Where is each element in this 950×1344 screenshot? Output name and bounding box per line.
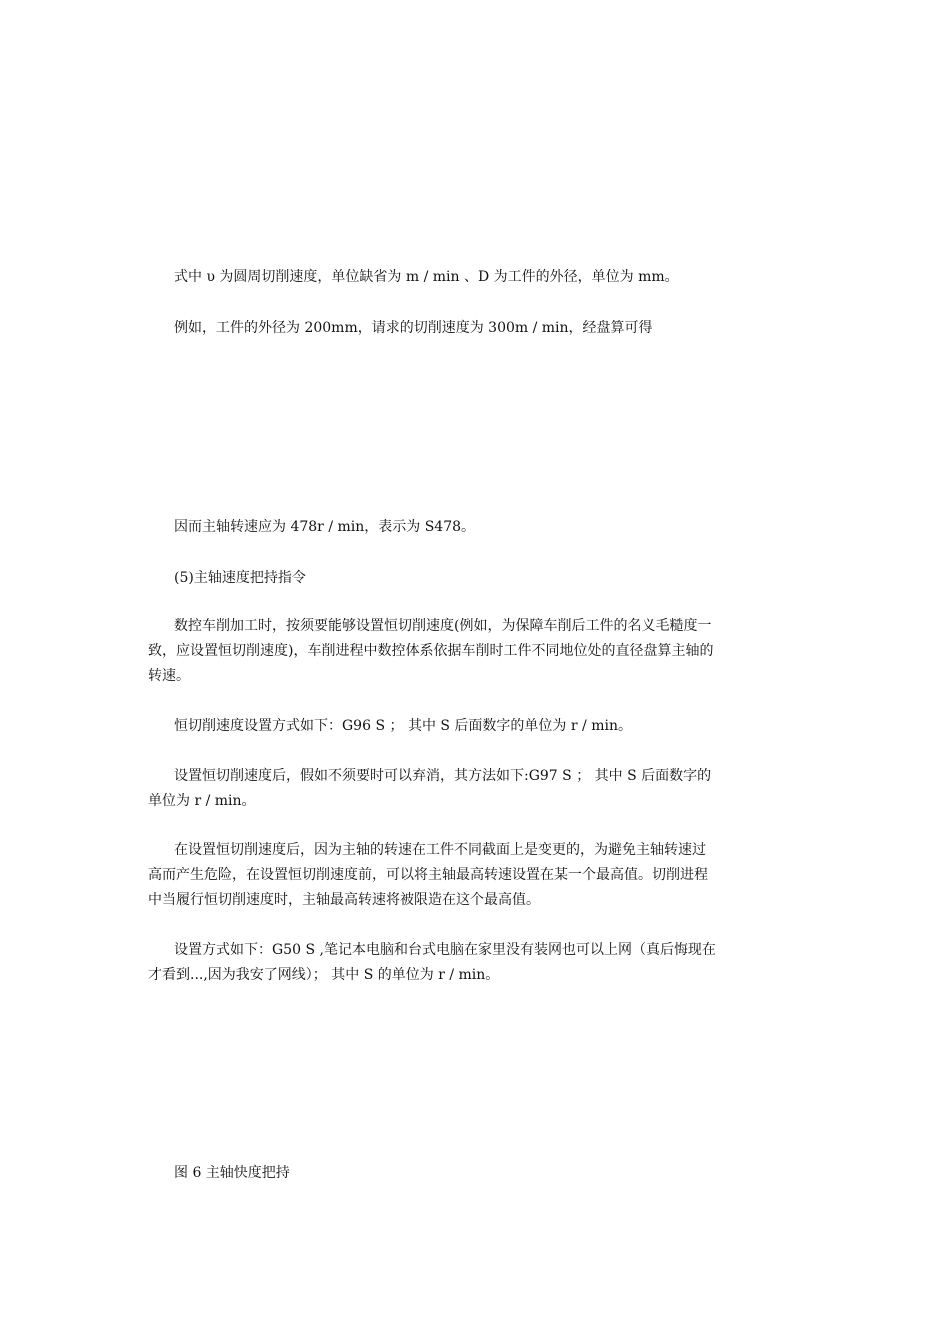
text-line: 设置恒切削速度后，假如不须要时可以弃消，其方法如下:G97 S ； 其中 S 后面数字的 xyxy=(174,768,712,784)
text-line: 才看到...,因为我安了网线）； 其中 S 的单位为 r / min。 xyxy=(148,967,500,983)
text-line: 转速。 xyxy=(148,668,190,684)
figure-caption: 图 6 主轴快度把持 xyxy=(174,1165,290,1181)
text-line: 在设置恒切削速度后，因为主轴的转速在工件不同截面上是变更的，为避免主轴转速过 xyxy=(174,842,706,858)
text-line: 中当履行恒切削速度时，主轴最高转速将被限造在这个最高值。 xyxy=(148,892,540,908)
paragraph-example: 例如，工件的外径为 200mm，请求的切削速度为 300m / min，经盘算可得 xyxy=(174,320,653,336)
text-line: 设置方式如下：G50 S ,笔记本电脑和台式电脑在家里没有装网也可以上网（真后悔现在 xyxy=(174,942,716,958)
paragraph-g50-setting xyxy=(148,938,814,988)
paragraph-max-speed-limit xyxy=(148,838,814,913)
paragraph-constant-cutting-speed-intro xyxy=(148,614,814,689)
text-line: 数控车削加工时，按须要能够设置恒切削速度(例如，为保障车削后工件的名义毛糙度一 xyxy=(174,618,712,634)
paragraph-spindle-result: 因而主轴转速应为 478r / min，表示为 S478。 xyxy=(174,519,476,535)
paragraph-g96-setting: 恒切削速度设置方式如下：G96 S ； 其中 S 后面数字的单位为 r / min。 xyxy=(174,718,632,734)
section-heading-spindle-speed-control: (5)主轴速度把持指令 xyxy=(174,570,306,586)
paragraph-cutting-speed-definition: 式中 υ 为圆周切削速度，单位缺省为 m / min 、D 为工件的外径，单位为 mm。 xyxy=(174,269,679,285)
paragraph-g97-cancel xyxy=(148,764,814,814)
text-line: 单位为 r / min。 xyxy=(148,793,256,809)
text-line: 致，应设置恒切削速度)，车削进程中数控体系依据车削时工件不同地位处的直径盘算主轴的 xyxy=(148,643,714,659)
text-line: 高而产生危险，在设置恒切削速度前，可以将主轴最高转速设置在某一个最高值。切削进程 xyxy=(148,867,708,883)
